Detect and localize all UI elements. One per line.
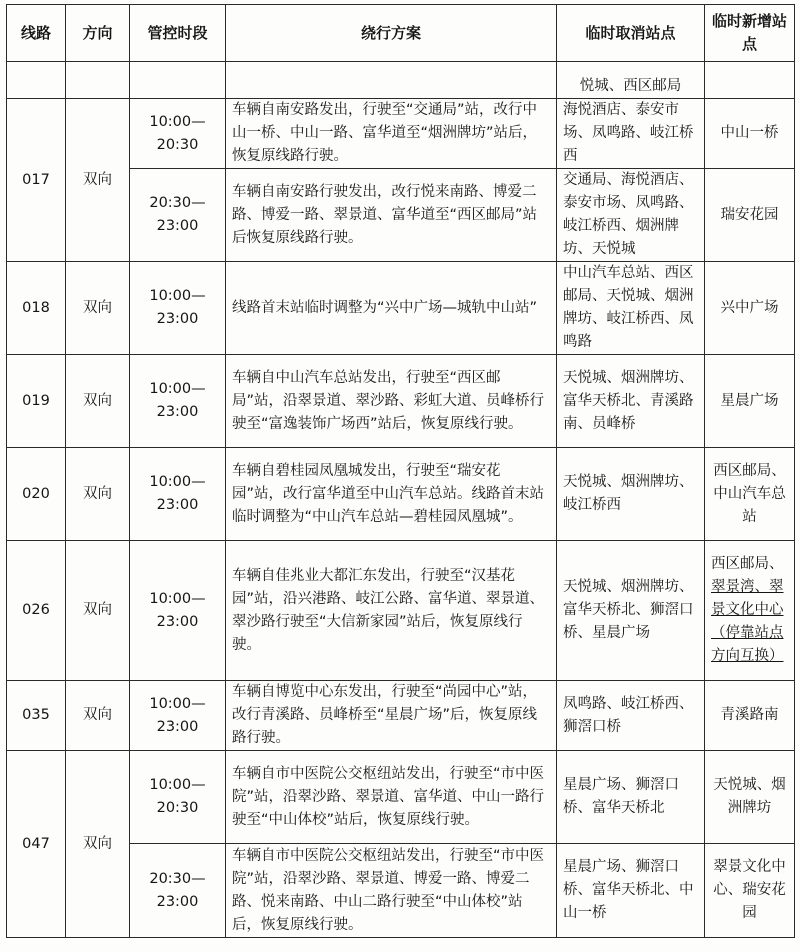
header-row <box>7 5 795 62</box>
cell-period: 10:00—20:30 <box>130 99 226 169</box>
cell-detour: 车辆自市中医院公交枢纽站发出，行驶至“市中医院”站，沿翠沙路、翠景道、富华道、中山一路行驶至“中山体校”站后，恢复原线行驶。 <box>226 751 557 844</box>
cell-added: 西区邮局、中山汽车总站 <box>705 448 795 541</box>
cell-detour: 车辆自南安路发出，行驶至“交通局”站，改行中山一桥、中山一路、富华道至“烟洲牌坊”站后，恢复原线路行驶。 <box>226 99 557 169</box>
cell-cancelled: 凤鸣路、岐江桥西、狮滘口桥 <box>557 681 705 751</box>
cell-empty <box>7 62 66 99</box>
cell-added: 星晨广场 <box>705 355 795 448</box>
cell-cancelled: 天悦城、烟洲牌坊、富华天桥北、青溪路南、员峰桥 <box>557 355 705 448</box>
cell-direction: 双向 <box>66 751 130 938</box>
cell-route: 017 <box>7 99 66 262</box>
cell-detour: 车辆自中山汽车总站发出，行驶至“西区邮局”站，沿翠景道、翠沙路、彩虹大道、员峰桥行驶至“富逸装饰广场西”站后，恢复原线行驶。 <box>226 355 557 448</box>
cell-empty <box>66 62 130 99</box>
table-row-047a <box>7 751 795 844</box>
cell-route: 047 <box>7 751 66 938</box>
cell-detour: 车辆自南安路行驶发出，改行悦来南路、博爱二路、博爱一路、翠景道、富华道至“西区邮局”站后恢复原线路行驶。 <box>226 169 557 262</box>
cell-detour: 车辆自佳兆业大都汇东发出，行驶至“汉基花园”站，沿兴港路、岐江公路、富华道、翠景道、翠沙路行驶至“大信新家园”站后，恢复原线行驶。 <box>226 541 557 681</box>
header-cancelled: 临时取消站点 <box>557 5 705 62</box>
header-added: 临时新增站点 <box>705 5 795 62</box>
cell-added: 青溪路南 <box>705 681 795 751</box>
added-station-underlined: 翠景湾、翠景文化中心（停靠站点方向互换） <box>711 579 784 664</box>
cell-route: 019 <box>7 355 66 448</box>
cell-empty <box>226 62 557 99</box>
cell-cancelled: 交通局、海悦酒店、泰安市场、凤鸣路、岐江桥西、烟洲牌坊、天悦城 <box>557 169 705 262</box>
cell-period: 10:00—23:00 <box>130 541 226 681</box>
cell-route: 018 <box>7 262 66 355</box>
cell-period: 20:30—23:00 <box>130 844 226 938</box>
cell-cancelled: 海悦酒店、泰安市场、凤鸣路、岐江桥西 <box>557 99 705 169</box>
cell-added: 天悦城、烟洲牌坊 <box>705 751 795 844</box>
table-row-019 <box>7 355 795 448</box>
header-direction: 方向 <box>66 5 130 62</box>
cell-direction: 双向 <box>66 262 130 355</box>
cell-cancelled: 天悦城、烟洲牌坊、富华天桥北、狮滘口桥、星晨广场 <box>557 541 705 681</box>
table-row-continued <box>7 62 795 99</box>
cell-direction: 双向 <box>66 99 130 262</box>
cell-detour: 车辆自碧桂园凤凰城发出，行驶至“瑞安花园”站，改行富华道至中山汽车总站。线路首末站临时调整为“中山汽车总站—碧桂园凤凰城”。 <box>226 448 557 541</box>
cell-detour: 车辆自博览中心东发出，行驶至“尚园中心”站，改行青溪路、员峰桥至“星晨广场”后，恢复原线路行驶。 <box>226 681 557 751</box>
header-period: 管控时段 <box>130 5 226 62</box>
cell-added: 中山一桥 <box>705 99 795 169</box>
cell-route: 020 <box>7 448 66 541</box>
table-row-020 <box>7 448 795 541</box>
cell-period: 10:00—23:00 <box>130 355 226 448</box>
cell-direction: 双向 <box>66 541 130 681</box>
cell-empty <box>130 62 226 99</box>
cell-detour: 车辆自市中医院公交枢纽站发出，行驶至“市中医院”站，沿翠沙路、翠景道、博爱一路、博爱二路、悦来南路、中山二路行驶至“中山体校”站后，恢复原线行驶。 <box>226 844 557 938</box>
cell-added: 翠景文化中心、瑞安花园 <box>705 844 795 938</box>
cell-period: 10:00—20:30 <box>130 751 226 844</box>
cell-direction: 双向 <box>66 448 130 541</box>
cell-added: 瑞安花园 <box>705 169 795 262</box>
cell-route: 035 <box>7 681 66 751</box>
added-station-text: 西区邮局、 <box>711 556 784 572</box>
cell-cancelled: 中山汽车总站、西区邮局、天悦城、烟洲牌坊、岐江桥西、凤鸣路 <box>557 262 705 355</box>
route-table <box>6 4 795 938</box>
cell-period: 10:00—23:00 <box>130 262 226 355</box>
cell-added <box>705 541 795 681</box>
cell-cancelled: 天悦城、烟洲牌坊、岐江桥西 <box>557 448 705 541</box>
cell-added: 兴中广场 <box>705 262 795 355</box>
cell-empty <box>705 62 795 99</box>
table-row-018 <box>7 262 795 355</box>
header-detour: 绕行方案 <box>226 5 557 62</box>
cell-detour: 线路首末站临时调整为“兴中广场—城轨中山站” <box>226 262 557 355</box>
cell-direction: 双向 <box>66 355 130 448</box>
cell-period: 10:00—23:00 <box>130 448 226 541</box>
cell-route: 026 <box>7 541 66 681</box>
cell-cancelled: 悦城、西区邮局 <box>557 62 705 99</box>
table-row-035 <box>7 681 795 751</box>
table-row-017a <box>7 99 795 169</box>
table-row-026 <box>7 541 795 681</box>
cell-period: 10:00—23:00 <box>130 681 226 751</box>
cell-cancelled: 星晨广场、狮滘口桥、富华天桥北 <box>557 751 705 844</box>
header-route: 线路 <box>7 5 66 62</box>
cell-cancelled: 星晨广场、狮滘口桥、富华天桥北、中山一桥 <box>557 844 705 938</box>
cell-period: 20:30—23:00 <box>130 169 226 262</box>
cell-direction: 双向 <box>66 681 130 751</box>
